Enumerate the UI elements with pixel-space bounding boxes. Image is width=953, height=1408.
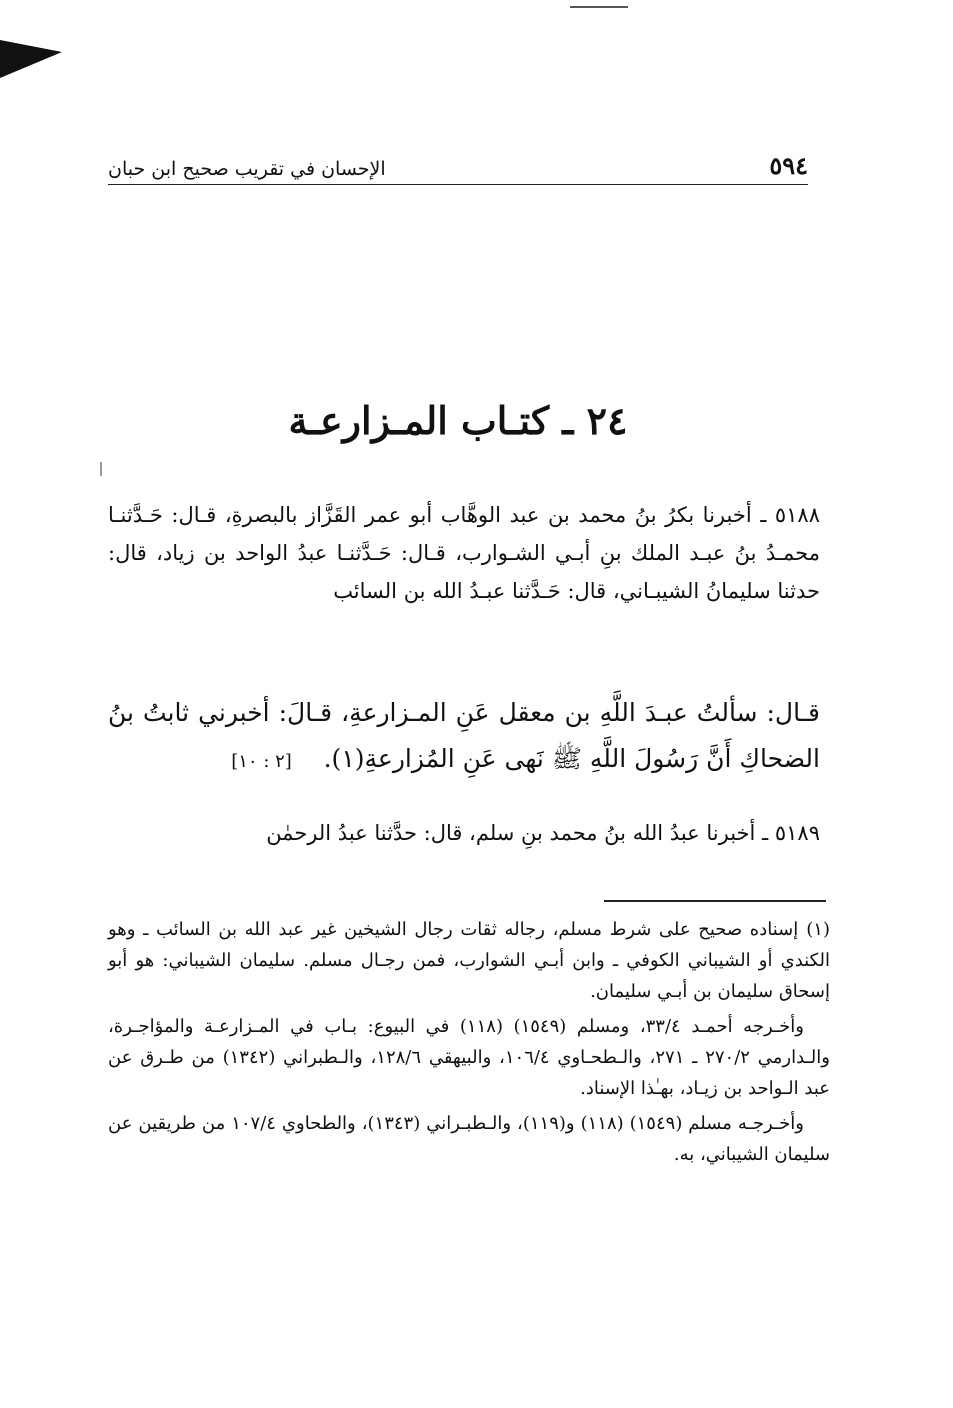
footnote-1	[108, 914, 830, 1007]
footnote-number: (١)	[806, 919, 830, 940]
margin-scan-mark	[100, 462, 102, 476]
footnotes	[108, 914, 830, 1174]
hadith-5188-matn: قـال: سألتُ عبـدَ اللَّهِ بن معقل عَنِ المـزارعةِ، قـالَ: أخبرني ثابتُ بنُ الضحاكِ أَنَّ رَسُولَ اللَّهِ ﷺ نَهى عَنِ المُزارعةِ(١).	[108, 698, 820, 773]
footnote-1-takhrij-b: وأخـرجـه مسلم (١٥٤٩) (١١٨) و(١١٩)، والـطبـراني (١٣٤٣)، والطحاوي ١٠٧/٤ من طريقين عن سليمان الشيباني، به.	[108, 1113, 830, 1165]
top-scan-mark	[570, 6, 628, 8]
running-title: الإحسان في تقريب صحيح ابن حبان	[108, 158, 386, 180]
hadith-5188-reference: [٢ : ١٠]	[231, 751, 292, 772]
footnote-1-takhrij-a: وأخـرجه أحمـد ٣٣/٤، ومسلم (١٥٤٩) (١١٨) في البيوع: بـاب في المـزارعـة والمؤاجـرة، والـدارمي ٢٧٠/٢ ـ ٢٧١، والـطحـاوي ١٠٦/٤، والبيهقي ١٢٨/٦، والـطبراني (١٣٤٢) من طـرق عن عبد الـواحد بن زيـاد، بهـٰذا الإسناد.	[108, 1016, 830, 1099]
footnote-1-text: إسناده صحيح على شرط مسلم، رجاله ثقات رجال الشيخين غير عبد الله بن السائب ـ وهو الكندي أو الشيباني الكوفي ـ وابن أبـي الشوارب، فمن رجـال مسلم. سليمان الشيباني: هو أبو إسحاق سليمان بن أبـي سليمان.	[108, 919, 830, 1002]
page-header	[108, 134, 808, 185]
hadith-5188-isnad: ٥١٨٨ ـ أخبرنا بكرُ بنُ محمد بن عبد الوهَّاب أبو عمر القَزَّاز بالبصرةِ، قـال: حَـدَّثنـا محمـدُ بنُ عبـد الملك بنِ أبـي الشـوارب، قـال: حَـدَّثنـا عبدُ الواحد بن زياد، قال: حدثنا سليمانُ الشيبـاني، قال: حَـدَّثنا عبـدُ الله بن السائب	[108, 503, 820, 603]
corner-scan-mark	[0, 40, 62, 78]
hadith-5189-isnad: ٥١٨٩ ـ أخبرنا عبدُ الله بنُ محمد بنِ سلم، قال: حدَّثنا عبدُ الرحمٰن	[266, 821, 820, 845]
hadith-5188-matn-block	[108, 690, 820, 785]
chapter-title: ٢٤ ـ كتـاب المـزارعـة	[288, 398, 628, 443]
footnote-separator	[604, 900, 826, 902]
page-number: ٥٩٤	[769, 151, 808, 180]
